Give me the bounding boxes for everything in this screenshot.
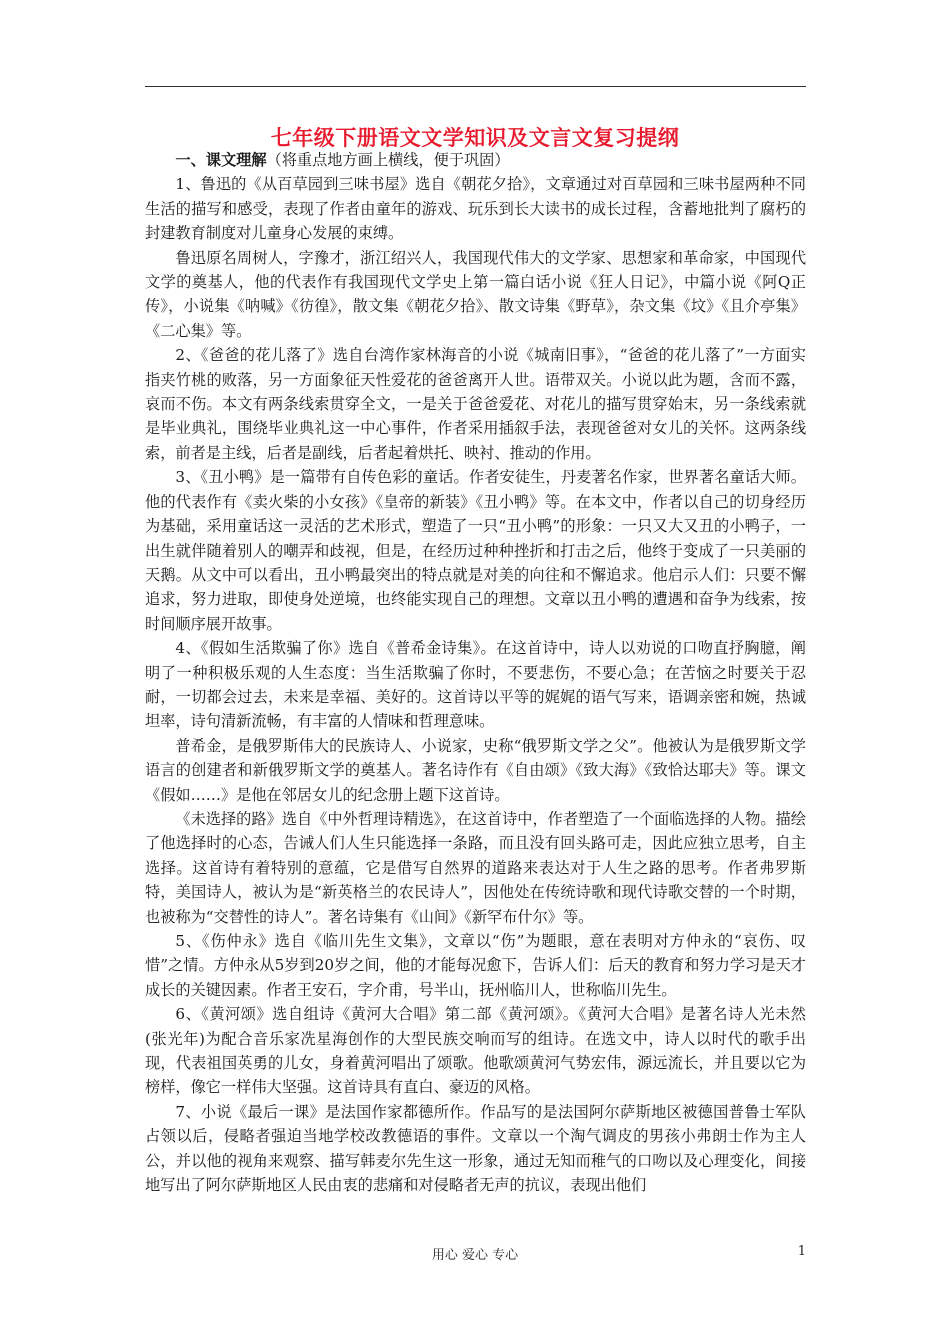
- section-heading-label: 一、课文理解: [175, 151, 267, 169]
- header-rule: [145, 86, 806, 87]
- document-body: [145, 148, 806, 1197]
- footer-slogan: 用心 爱心 专心: [431, 1248, 519, 1263]
- paragraph: 6、《黄河颂》选自组诗《黄河大合唱》第二部《黄河颂》。《黄河大合唱》是著名诗人光未然(张光年)为配合音乐家冼星海创作的大型民族交响而写的组诗。在选文中，诗人以时代的歌手出现，代表祖国英勇的儿女，身着黄河唱出了颂歌。他歌颂黄河气势宏伟，源远流长，并且要以它为榜样，像它一样伟大坚强。这首诗具有直白、豪迈的风格。: [145, 1005, 806, 1097]
- section-note: （将重点地方画上横线，便于巩固）: [266, 151, 510, 169]
- page-title: 七年级下册语文文学知识及文言文复习提纲: [270, 125, 680, 150]
- paragraph: 5、《伤仲永》选自《临川先生文集》，文章以“伤”为题眼，意在表明对方仲永的“哀伤、叹惜”之情。方仲永从5岁到20岁之间，他的才能每况愈下，告诉人们：后天的教育和努力学习是天才成长的关键因素。作者王安石，字介甫，号半山，抚州临川人，世称临川先生。: [145, 932, 806, 999]
- section-heading: [145, 148, 806, 172]
- paragraph: 《未选择的路》选自《中外哲理诗精选》，在这首诗中，作者塑造了一个面临选择的人物。描绘了他选择时的心态，告诫人们人生只能选择一条路，而且没有回头路可走，因此应独立思考，自主选择。这首诗有着特别的意蕴，它是借写自然界的道路来表达对于人生之路的思考。作者弗罗斯特，美国诗人，被认为是“新英格兰的农民诗人”，因他处在传统诗歌和现代诗歌交替的一个时期，也被称为“交替性的诗人”。著名诗集有《山间》《新罕布什尔》等。: [145, 809, 806, 926]
- paragraph: 2、《爸爸的花儿落了》选自台湾作家林海音的小说《城南旧事》，“爸爸的花儿落了”一方面实指夹竹桃的败落，另一方面象征天性爱花的爸爸离开人世。语带双关。小说以此为题，含而不露，哀而不伤。本文有两条线索贯穿全文，一是关于爸爸爱花、对花儿的描写贯穿始末，另一条线索就是毕业典礼，围绕毕业典礼这一中心事件，作者采用插叙手法，表现爸爸对女儿的关怀。这两条线索，前者是主线，后者是副线，后者起着烘托、映衬、推动的作用。: [145, 346, 806, 462]
- paragraph: 4、《假如生活欺骗了你》选自《普希金诗集》。在这首诗中，诗人以劝说的口吻直抒胸臆，阐明了一种积极乐观的人生态度：当生活欺骗了你时，不要悲伤，不要心急；在苦恼之时要关于忍耐，一切都会过去，未来是幸福、美好的。这首诗以平等的娓娓的语气写来，语调亲密和婉，热诚坦率，诗句清新流畅，有丰富的人情味和哲理意味。: [145, 639, 806, 731]
- paragraph: 普希金，是俄罗斯伟大的民族诗人、小说家，史称“俄罗斯文学之父”。他被认为是俄罗斯文学语言的创建者和新俄罗斯文学的奠基人。著名诗作有《自由颂》《致大海》《致恰达耶夫》等。课文《假如……》是他在邻居女儿的纪念册上题下这首诗。: [145, 736, 806, 804]
- paragraph: 鲁迅原名周树人，字豫才，浙江绍兴人，我国现代伟大的文学家、思想家和革命家，中国现代文学的奠基人，他的代表作有我国现代文学史上第一篇白话小说《狂人日记》，中篇小说《阿Q正传》，小说集《呐喊》《彷徨》，散文集《朝花夕拾》、散文诗集《野草》，杂文集《坟》《且介亭集》《二心集》等。: [145, 248, 806, 340]
- paragraph: 1、鲁迅的《从百草园到三味书屋》选自《朝花夕拾》，文章通过对百草园和三味书屋两种不同生活的描写和感受，表现了作者由童年的游戏、玩乐到长大读书的成长过程，含蓄地批判了腐朽的封建教育制度对儿童身心发展的束缚。: [145, 175, 806, 243]
- page-number: 1: [797, 1244, 806, 1259]
- paragraph: 7、小说《最后一课》是法国作家都德所作。作品写的是法国阿尔萨斯地区被德国普鲁士军队占领以后，侵略者强迫当地学校改教德语的事件。文章以一个淘气调皮的男孩小弗朗士作为主人公，并以他的视角来观察、描写韩麦尔先生这一形象，通过无知而稚气的口吻以及心理变化，间接地写出了阿尔萨斯地区人民由衷的悲痛和对侵略者无声的抗议，表现出他们: [145, 1102, 806, 1195]
- paragraph: 3、《丑小鸭》是一篇带有自传色彩的童话。作者安徒生，丹麦著名作家，世界著名童话大师。他的代表作有《卖火柴的小女孩》《皇帝的新装》《丑小鸭》等。在本文中，作者以自己的切身经历为基础，采用童话这一灵活的艺术形式，塑造了一只“丑小鸭”的形象：一只又大又丑的小鸭子，一出生就伴随着别人的嘲弄和歧视，但是，在经历过种种挫折和打击之后，他终于变成了一只美丽的天鹅。从文中可以看出，丑小鸭最突出的特点就是对美的向往和不懈追求。他启示人们：只要不懈追求，努力进取，即使身处逆境，也终能实现自己的理想。文章以丑小鸭的遭遇和奋争为线索，按时间顺序展开故事。: [145, 468, 806, 633]
